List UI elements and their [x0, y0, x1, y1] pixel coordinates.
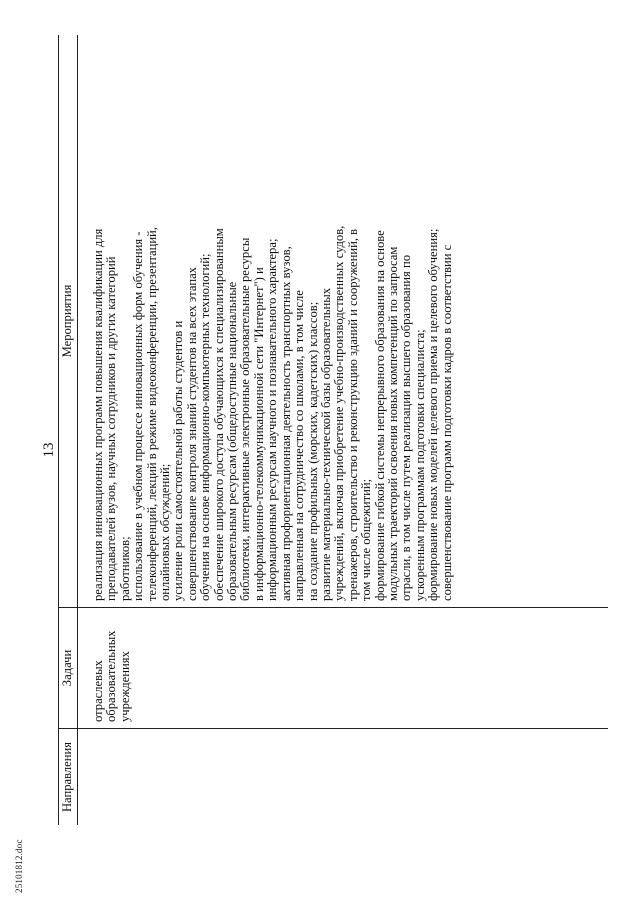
measures-line: развитие материально-технической базы образовательных	[318, 288, 333, 601]
measures-line: ускоренным программам подготовки специалиста;	[412, 329, 427, 601]
measures-cell	[78, 35, 609, 608]
header-directions: Направления	[59, 729, 78, 826]
tasks-line: отраслевых	[91, 660, 105, 722]
tasks-cell	[78, 608, 609, 729]
measures-line: формирование новых моделей целевого приема и целевого обучения;	[426, 228, 441, 601]
measures-line: на создание профильных (морских, кадетских) классов;	[305, 301, 320, 601]
measures-line: учреждений, включая приобретение учебно-производственных судов,	[332, 225, 347, 601]
measures-line: реализация инновационных программ повышения квалификации для	[91, 228, 105, 601]
measures-line: в информационно-телекоммуникационной сети "Интернет") и	[251, 267, 266, 601]
measures-line: отрасли, в том числе путем реализации высшего образования по	[399, 254, 414, 601]
measures-line: библиотеки, интерактивные электронные образовательные ресурсы	[238, 237, 253, 601]
measures-line: модульных траекторий освоения новых компетенций по запросам	[385, 246, 400, 601]
measures-line: образовательным ресурсам (общедоступные национальные	[225, 281, 240, 601]
doc-id: 25101812.doc	[14, 839, 24, 893]
measures-line: преподавателей вузов, научных сотрудников и других категорий	[104, 256, 119, 601]
measures-line: том числе общежитий;	[359, 478, 374, 601]
measures-line: использование в учебном процессе инновационных форм обучения -	[131, 231, 146, 601]
measures-line: онлайновых обсуждений;	[158, 463, 173, 601]
measures-line: обучения на основе информационно-компьютерных технологий;	[198, 253, 213, 601]
measures-line: тренажеров, строительство и реконструкцию зданий и сооружений, в	[345, 228, 360, 601]
measures-line: формирование гибкой системы непрерывного образования на основе	[372, 230, 387, 601]
measures-line: совершенствование контроля знаний студентов на всех этапах	[184, 267, 199, 601]
directions-cell	[78, 729, 609, 826]
measures-line: активная профориентационная деятельность транспортных вузов,	[278, 246, 293, 601]
measures-table	[58, 35, 608, 825]
measures-line: телеконференций, лекций в режиме видеоконференции, презентаций,	[144, 227, 159, 601]
header-measures: Мероприятия	[59, 35, 78, 608]
table-row	[78, 35, 609, 825]
tasks-line: учреждениях	[117, 651, 132, 722]
measures-line: направленная на сотрудничество со школами, в том числе	[292, 290, 307, 601]
measures-line: работников;	[117, 536, 132, 601]
header-tasks: Задачи	[59, 608, 78, 729]
measures-line: усиление роли самостоятельной работы студентов и	[171, 320, 186, 601]
table-header-row	[59, 35, 78, 825]
tasks-line: образовательных	[104, 630, 119, 722]
measures-line: обеспечение широкого доступа обучающихся к специализированным	[211, 228, 226, 601]
measures-line: информационным ресурсам научного и познавательного характера;	[265, 238, 280, 601]
measures-line: совершенствование программ подготовки кадров в соответствии с	[439, 244, 454, 601]
page-number: 13	[41, 442, 57, 458]
